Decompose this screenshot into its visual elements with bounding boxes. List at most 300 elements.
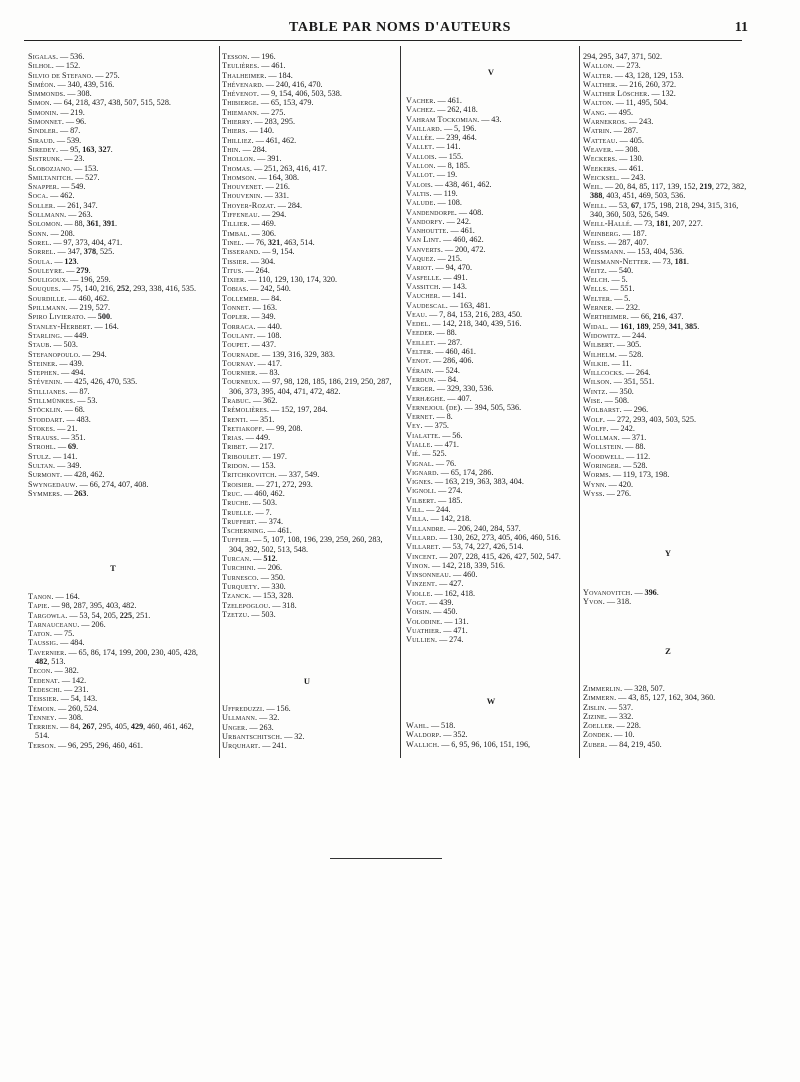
page-refs: — 375. <box>422 421 449 431</box>
page-refs: — 536. <box>58 52 85 61</box>
author-name: Steiner. <box>28 358 58 368</box>
author-name: Verger. <box>406 384 436 394</box>
page-refs: — 153. <box>72 163 99 173</box>
page-refs: — 503. <box>249 609 276 619</box>
author-name: Weismann-Netter. <box>583 256 651 266</box>
index-entry <box>222 489 392 498</box>
index-entry <box>28 145 198 154</box>
author-name: Turnesco. <box>222 572 259 582</box>
author-name: Thollon. <box>222 154 256 164</box>
page-refs: — 271, 272, 293. <box>254 479 313 489</box>
index-entry <box>28 415 198 424</box>
author-name: Tiffeneau. <box>222 210 261 220</box>
author-name: Surmont. <box>28 470 63 480</box>
index-entry <box>28 741 198 750</box>
index-entry <box>28 191 198 200</box>
page-refs: — 9, 154, 406, 503, 538. <box>259 89 342 99</box>
index-entry <box>406 328 576 337</box>
author-name: Tapie. <box>28 601 50 611</box>
author-name: Velter. <box>406 347 434 357</box>
index-entry <box>222 80 392 89</box>
page-refs: — 491. <box>441 272 468 282</box>
index-entry <box>222 303 392 312</box>
page-refs: — 371. <box>620 433 647 443</box>
page-refs: — 217. <box>247 442 274 452</box>
author-name: Tesson. <box>222 52 250 61</box>
index-entry <box>406 431 576 440</box>
author-name: Weckers. <box>583 154 618 164</box>
index-entry <box>222 229 392 238</box>
author-name: Sistrunk. <box>28 154 63 164</box>
index-entry <box>406 161 576 170</box>
index-entry <box>583 703 753 712</box>
author-name: Villaret. <box>406 542 441 552</box>
page-number: 11 <box>734 20 748 35</box>
author-name: Stillmünkes. <box>28 395 76 405</box>
author-name: Turquety. <box>222 581 260 591</box>
page-refs: — 261, 347. <box>55 200 98 210</box>
page-refs: — 512. <box>251 554 278 564</box>
page-refs: — 32. <box>257 713 280 723</box>
index-entry <box>28 266 198 275</box>
author-name: Snapper. <box>28 182 60 192</box>
page-refs: — 391. <box>255 154 282 164</box>
index-entry <box>406 356 576 365</box>
author-name: Valtis. <box>406 188 432 198</box>
author-name: Sollmann. <box>28 210 67 220</box>
index-entry <box>28 164 198 173</box>
index-entry <box>222 284 392 293</box>
author-name: Sultan. <box>28 461 56 471</box>
author-name: Siredey. <box>28 144 59 154</box>
page-refs: — 243. <box>627 117 654 127</box>
page-refs: — 294. <box>80 349 107 359</box>
author-name: Timbal. <box>222 228 250 238</box>
author-name: Spillmann. <box>28 303 68 313</box>
index-entry <box>583 71 753 80</box>
index-entry <box>583 80 753 89</box>
page-refs: — 287. <box>611 126 639 136</box>
index-entry <box>583 312 753 321</box>
index-entry <box>406 440 576 449</box>
index-entry <box>28 648 198 667</box>
author-name: Zizine. <box>583 711 608 721</box>
index-entry <box>583 452 753 461</box>
author-name: Vandendorpe. <box>406 207 458 217</box>
author-name: Uffreduzzi. <box>222 704 265 713</box>
page-refs: — 525. <box>420 449 447 459</box>
index-entry <box>222 126 392 135</box>
index-entry <box>583 126 753 135</box>
index-entry <box>583 470 753 479</box>
page-refs: — 84, 219, 450. <box>607 739 662 749</box>
page-refs: — 119, 173, 198. <box>610 470 670 480</box>
index-entry <box>406 421 576 430</box>
page-refs: — 215. <box>435 254 462 264</box>
index-entry <box>28 322 198 331</box>
author-name: Truffert. <box>222 516 257 526</box>
index-entry <box>28 452 198 461</box>
index-entry <box>222 732 392 741</box>
page-refs: — 20, 84, 85, 117, 139, 152, 219, 272, 382, 388, 403, 451, 469, 503, 536. <box>590 182 747 201</box>
index-entry <box>406 347 576 356</box>
page-refs: — 503. <box>51 340 78 350</box>
author-name: Veillet. <box>406 337 436 347</box>
index-entry <box>583 201 753 220</box>
index-entry <box>222 601 392 610</box>
author-name: Tritchkovitch. <box>222 470 277 480</box>
page-refs: — 8, 185. <box>435 161 470 171</box>
author-name: Souligoux. <box>28 275 69 285</box>
index-entry <box>222 508 392 517</box>
page-refs: — 308. <box>56 712 83 722</box>
author-name: Zimmerlin. <box>583 684 623 693</box>
page-refs: — 87. <box>67 386 90 396</box>
page-refs: — 228. <box>614 721 641 731</box>
author-name: Vey. <box>406 421 423 431</box>
author-name: Vaquez. <box>406 254 436 264</box>
index-entry <box>28 442 198 451</box>
page-refs: — 32. <box>282 731 305 741</box>
index-entry <box>222 154 392 163</box>
index-entry <box>406 468 576 477</box>
index-entry <box>28 704 198 713</box>
page-refs: — 461, 462. <box>253 135 297 145</box>
page-refs: — 240, 416, 470. <box>264 79 323 89</box>
index-entry <box>406 189 576 198</box>
page-refs: — 318. <box>270 600 297 610</box>
page-refs: — 139, 316, 329, 383. <box>260 349 335 359</box>
author-name: Weekers. <box>583 163 618 173</box>
page-refs: — 142, 218. <box>428 514 472 524</box>
author-name: Weil. <box>583 182 604 192</box>
page-refs: — 274. <box>437 635 464 645</box>
page-refs: — 469. <box>249 219 276 229</box>
index-entry <box>406 598 576 607</box>
page-refs: — 65, 86, 174, 199, 200, 230, 405, 428, 482, 513. <box>35 647 198 667</box>
index-entry <box>406 226 576 235</box>
page-refs: — 99, 208. <box>264 423 303 433</box>
page-refs: — 242. <box>608 423 635 433</box>
page-refs: — 164. <box>92 321 119 331</box>
author-name: Starling. <box>28 330 63 340</box>
index-entry <box>406 449 576 458</box>
page-refs: — 73, 181. <box>650 256 689 266</box>
author-name: Stoddart. <box>28 414 65 424</box>
author-name: Walther Löscher. <box>583 89 650 99</box>
page-refs: — 305. <box>615 340 642 350</box>
author-name: Watteau. <box>583 135 618 145</box>
index-entry <box>222 368 392 377</box>
page-refs: — 162, 418. <box>432 588 476 598</box>
index-entry <box>28 303 198 312</box>
page-refs: — 155. <box>436 151 464 161</box>
page-refs: — 84. <box>436 374 459 384</box>
index-entry <box>222 350 392 359</box>
index-entry <box>222 433 392 442</box>
page-refs: — 352. <box>441 730 468 740</box>
page-refs: — 524. <box>433 365 460 375</box>
index-entry <box>28 480 198 489</box>
index-entry <box>583 98 753 107</box>
author-name: Strohl. <box>28 442 56 452</box>
page-refs: — 374. <box>256 516 284 526</box>
index-entry <box>583 433 753 442</box>
author-name: Torraca. <box>222 321 256 331</box>
index-entry <box>583 238 753 247</box>
author-name: Soca. <box>28 191 49 201</box>
page-refs: — 328, 507. <box>622 684 665 693</box>
author-name: Van Lint. <box>406 235 442 245</box>
author-name: Teissier. <box>28 694 59 704</box>
index-entry <box>406 740 576 749</box>
author-name: Teulières. <box>222 61 260 71</box>
author-name: Vinon. <box>406 560 431 570</box>
page-refs: — 108. <box>255 330 282 340</box>
author-name: Villa. <box>406 514 429 524</box>
index-entry <box>28 294 198 303</box>
author-name: Stöcklin. <box>28 405 63 415</box>
author-name: Simonnet. <box>28 117 65 127</box>
author-name: Taussig. <box>28 638 59 648</box>
author-name: Tournier. <box>222 368 258 378</box>
page-refs: — 142. <box>59 675 87 685</box>
index-entry <box>222 535 392 554</box>
author-name: Vacher. <box>406 96 436 105</box>
index-entry <box>406 115 576 124</box>
index-entry <box>583 275 753 284</box>
author-name: Welter. <box>583 293 613 303</box>
page-refs: — 408. <box>457 207 484 217</box>
page-refs: — 66, 274, 407, 408. <box>77 479 149 489</box>
index-entry <box>406 245 576 254</box>
index-entry <box>222 610 392 619</box>
page-refs: — 161, 189, 259, 341, 385. <box>608 321 700 331</box>
author-name: Tscherning. <box>222 526 266 536</box>
author-name: Soller. <box>28 200 56 210</box>
page-refs: — 11, 495, 504. <box>613 98 669 108</box>
author-name: Siraud. <box>28 135 55 145</box>
index-entry <box>28 620 198 629</box>
page-refs: — 130, 262, 273, 405, 406, 460, 516. <box>437 532 561 542</box>
index-entry <box>28 359 198 368</box>
page-refs: — 153, 328. <box>251 591 294 601</box>
index-entry <box>583 442 753 451</box>
author-name: Zondek. <box>583 730 613 740</box>
index-entry <box>406 170 576 179</box>
index-entry <box>406 552 576 561</box>
author-name: Walter. <box>583 70 613 80</box>
index-entry <box>28 722 198 741</box>
author-name: Thilliez. <box>222 135 254 145</box>
author-name: Vallet. <box>406 142 435 152</box>
page-refs: — 206. <box>79 619 106 629</box>
page-refs: — 460, 462. <box>242 488 285 498</box>
page-refs: — 251, 263, 416, 417. <box>252 163 327 173</box>
page-refs: — 394, 505, 536. <box>462 402 522 412</box>
page-refs: — 43, 128, 129, 153. <box>612 70 684 80</box>
page-refs: — 495. <box>606 107 633 117</box>
author-name: Wilson. <box>583 377 612 387</box>
index-entry <box>222 340 392 349</box>
page-refs: — 206, 240, 284, 537. <box>445 523 521 533</box>
author-name: Woodwell. <box>583 451 625 461</box>
page-refs: — 306. <box>249 228 276 238</box>
page-refs: — 163, 219, 363, 383, 404. <box>433 477 524 487</box>
author-name: Tournade. <box>222 349 261 359</box>
index-entry <box>583 424 753 433</box>
index-entry <box>583 173 753 182</box>
index-entry <box>406 133 576 142</box>
author-name: Vernet. <box>406 412 435 422</box>
author-name: Vogt. <box>406 598 428 608</box>
index-entry <box>222 108 392 117</box>
page-refs: — 88. <box>623 442 646 452</box>
index-entry <box>28 284 198 293</box>
page-refs: — 53, 74, 227, 426, 514. <box>440 542 524 552</box>
author-name: Wang. <box>583 107 607 117</box>
index-entry <box>583 229 753 238</box>
page-refs: — 131. <box>442 616 469 626</box>
page-refs: — 283, 295. <box>252 117 296 127</box>
index-entry <box>28 257 198 266</box>
author-name: Titus. <box>222 265 244 275</box>
page-refs: — 110, 129, 130, 174, 320. <box>246 275 338 285</box>
page-refs: — 260, 524. <box>56 703 99 713</box>
index-entry <box>28 629 198 638</box>
page-refs: — 279. <box>64 265 91 275</box>
index-entry <box>222 424 392 433</box>
author-name: Widowitz. <box>583 330 621 340</box>
page-refs: — 242. <box>444 216 471 226</box>
index-entry <box>583 588 753 597</box>
index-entry <box>222 61 392 70</box>
author-name: Volodine. <box>406 616 443 626</box>
page-refs: — 152. <box>54 61 81 71</box>
index-entry <box>406 607 576 616</box>
author-name: Tonnet. <box>222 303 251 313</box>
page-refs: — 450. <box>431 607 458 617</box>
index-entry <box>406 384 576 393</box>
page-refs: — 449. <box>62 330 89 340</box>
page-refs: — 23. <box>62 154 85 164</box>
author-name: Thouvenin. <box>222 191 263 201</box>
page-refs: — 284. <box>240 144 267 154</box>
page-refs: — 263. <box>62 488 89 498</box>
page-refs: — 304. <box>249 256 276 266</box>
section-letter: Y <box>664 548 672 558</box>
index-entry <box>406 180 576 189</box>
author-name: Vincent. <box>406 551 438 561</box>
page-refs: — 142, 218, 340, 439, 516. <box>430 319 522 329</box>
page-refs: — 97, 98, 128, 185, 186, 219, 250, 287, 306, 373, 395, 404, 471, 472, 482. <box>229 377 392 396</box>
index-entry <box>406 263 576 272</box>
author-name: Trias. <box>222 433 244 443</box>
author-name: Violle. <box>406 588 433 598</box>
page-refs: — 208. <box>48 228 75 238</box>
index-entry <box>222 452 392 461</box>
index-entry <box>28 89 198 98</box>
index-entry <box>28 489 198 498</box>
author-name: Tuffier. <box>222 535 252 545</box>
page-refs: — 362. <box>251 395 278 405</box>
author-name: Vilbert. <box>406 495 437 505</box>
author-name: Silvio de Stefano. <box>28 70 94 80</box>
index-entry <box>222 266 392 275</box>
page-refs: — 440. <box>255 321 282 331</box>
index-entry <box>28 713 198 722</box>
author-name: Wallon. <box>583 61 615 71</box>
index-entry <box>406 96 576 105</box>
author-name: Vedel. <box>406 319 431 329</box>
page-refs: — 405. <box>617 135 644 145</box>
author-name: Wallich. <box>406 739 440 749</box>
page-refs: — 207, 228, 415, 426, 427, 502, 547. <box>437 551 561 561</box>
index-entry <box>28 219 198 228</box>
author-name: Turcan. <box>222 554 252 564</box>
index-entry <box>406 235 576 244</box>
page-refs: — 273. <box>614 61 641 71</box>
author-name: Wolf. <box>583 414 606 424</box>
author-name: Wells. <box>583 284 609 294</box>
index-entry <box>406 338 576 347</box>
page-refs: — 5, 196. <box>442 123 477 133</box>
index-entry <box>583 740 753 749</box>
author-name: Yovanovitch. <box>583 588 633 597</box>
index-entry <box>583 730 753 739</box>
author-name: Stillianes. <box>28 386 68 396</box>
author-name: Tzetzu. <box>222 609 250 619</box>
index-entry <box>222 377 392 396</box>
index-entry <box>222 526 392 535</box>
page-refs: — 153. <box>249 461 276 471</box>
index-entry <box>28 117 198 126</box>
author-name: Tenney. <box>28 712 57 722</box>
author-name: Valude. <box>406 198 436 208</box>
index-entry <box>28 98 198 107</box>
index-entry <box>583 415 753 424</box>
page-refs: — 163, 481. <box>447 300 491 310</box>
column-divider <box>400 46 401 758</box>
page-refs: — 439. <box>427 598 454 608</box>
page-refs: — 460, 461. <box>433 347 476 357</box>
page-refs: — 351, 551. <box>611 377 655 387</box>
author-name: Walther. <box>583 79 618 89</box>
index-entry <box>222 294 392 303</box>
index-entry <box>406 486 576 495</box>
author-name: Vanverts. <box>406 244 444 254</box>
author-name: Sorrel. <box>28 247 56 257</box>
author-name: Tournay. <box>222 358 256 368</box>
index-entry <box>222 582 392 591</box>
page-refs: — 164. <box>53 592 80 601</box>
page-refs: — 527. <box>73 172 100 182</box>
author-name: Thiemann. <box>222 107 260 117</box>
author-name: Thalheimer. <box>222 70 267 80</box>
page-refs: — 87. <box>58 126 81 136</box>
section-letter: T <box>110 563 116 573</box>
index-entry <box>28 592 198 601</box>
author-name: Symmers. <box>28 488 63 498</box>
author-name: Wyss. <box>583 488 605 498</box>
index-entry <box>406 198 576 207</box>
page-refs: — 551. <box>608 284 635 294</box>
index-entry <box>406 403 576 412</box>
page-refs: — 462. <box>48 191 75 201</box>
author-name: Weill. <box>583 200 607 210</box>
index-entry <box>28 173 198 182</box>
page-refs: — 330. <box>259 581 286 591</box>
